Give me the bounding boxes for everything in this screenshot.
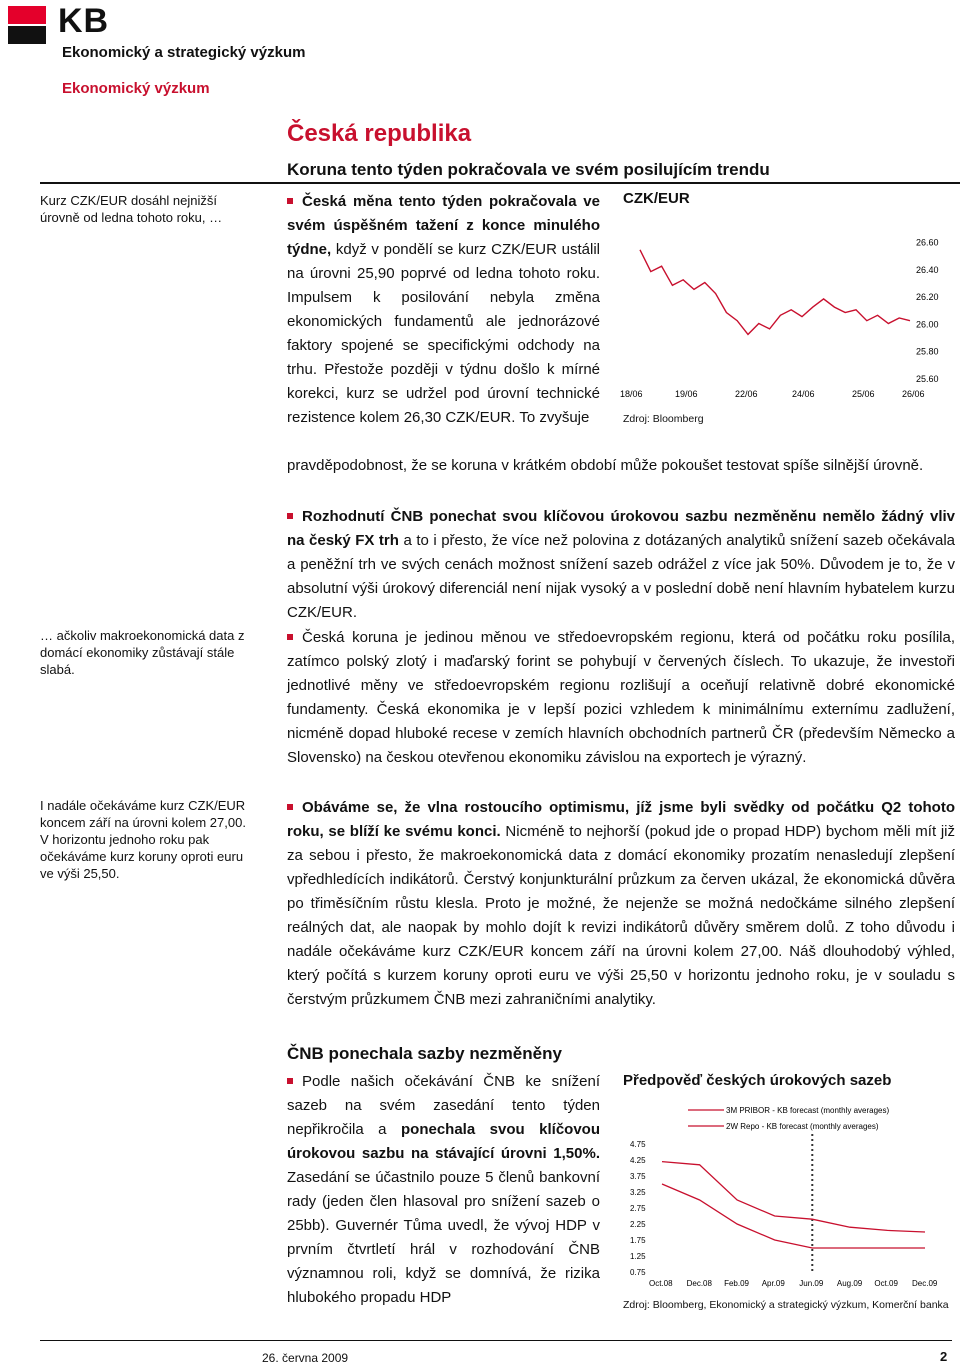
paragraph-2: Rozhodnutí ČNB ponechat svou klíčovou úrokovou sazbu nezměněnu nemělo žádný vliv na český FX trh a to i přesto, že více než polovina z dotázaných analytiků snížení sazeb očekávala a peněžní trh ve svých cenách možnost snížení sazeb odrážel z více jak 50%. Důvodem je to, že v absolutní výši úrokový diferenciál není nijak vysoký a v poslední době není hlavním hybatelem kurzu CZK/EUR. [287,508,955,621]
bullet-icon [287,1078,293,1084]
czk-eur-xtick: 19/06 [675,389,698,399]
sidenote-1: Kurz CZK/EUR dosáhl nejnižší úrovně od ledna tohoto roku, … [40,193,223,225]
rates-xtick: Feb.09 [724,1279,750,1288]
footer-rule [40,1340,952,1341]
czk-eur-chart [620,214,955,400]
czk-eur-xtick: 22/06 [735,389,758,399]
paragraph-5: Podle našich očekávání ČNB ke snížení sazeb na svém zasedání tento týden nepřikročila a ponechala svou klíčovou úrokovou sazbu na stávající úrovni 1,50%. Zasedání se účastnilo pouze 5 členů bankovní rady (jeden člen hlasoval pro snížení sazeb o 25bb). Guvernér Tůma uvedl, že vývoj HDP v prvním čtvrtletí hrál v rozhodování ČNB významnou roli, když se domnívá, že rizika hlubokého propadu HDP [287,1073,600,1306]
sidenote-2: … ačkoliv makroekonomická data z domácí ekonomiky zůstávají stále slabá. [40,628,245,677]
paragraph-1b: pravděpodobnost, že se koruna v krátkém období může pokoušet testovat spíše silnější úrovně. [287,457,924,474]
rates-chart [620,1096,955,1292]
kb-logo-text: KB [58,2,110,40]
rates-series-line [662,1162,925,1232]
rates-ytick: 3.25 [630,1188,646,1197]
rates-xtick: Dec.09 [912,1279,938,1288]
rates-ytick: 1.75 [630,1236,646,1245]
department-title: Ekonomický a strategický výzkum [62,44,306,61]
footer-date: 26. června 2009 [262,1351,349,1365]
rates-ytick: 1.25 [630,1252,646,1261]
page-title: Česká republika [287,120,472,147]
rates-xtick: Aug.09 [836,1279,863,1288]
rates-ytick: 2.75 [630,1204,646,1213]
rates-chart-source: Zdroj: Bloomberg, Ekonomický a strategický výzkum, Komerční banka [623,1299,949,1311]
bullet-icon [287,198,293,204]
rates-xtick: Oct.09 [874,1279,898,1288]
section-title-cnb: ČNB ponechala sazby nezměněny [287,1044,562,1063]
czk-eur-chart-title: CZK/EUR [623,190,690,207]
rates-xtick: Dec.08 [686,1279,712,1288]
paragraph-4: Obáváme se, že vlna rostoucího optimismu, jíž jsme byli svědky od počátku Q2 tohoto roku, se blíží ke svému konci. Nicméně to nejhorší (pokud jde o propad HDP) bychom měli mít již za sebou i přesto, že makroekonomická data z domácí ekonomiky prozatím nenasledují zlepšení vpředhledících indikátorů. Čerstvý konjunkturální průzkum za červen ukázal, že ekonomická důvěra po třiměsíčním růstu klesla. Proto je možné, že nejenže se možná nedočkáme silného zlepšení reálných dat, ale naopak by mohlo dojít k revizi indikátorů důvěry směrem dolů. Z toho důvodu i nadále očekáváme kurz CZK/EUR koncem září na úrovni kolem 27,00. Náš dlouhodobý výhled, který počítá s kurzem koruny oproti euru ve výši 25,50 v horizontu jednoho roku, je v souladu s čerstvým průzkumem ČNB mezi zahraničními analytiky. [287,799,956,1008]
rates-chart-title: Předpověď českých úrokových sazeb [623,1072,892,1089]
kb-logo-mark [8,6,46,44]
czk-eur-ytick: 26.20 [916,292,939,303]
rates-ytick: 2.25 [630,1220,646,1229]
czk-eur-xtick: 26/06 [902,389,925,399]
page-subtitle: Koruna tento týden pokračovala ve svém posilujícím trendu [287,160,770,179]
czk-eur-xtick: 25/06 [852,389,875,399]
sidenote-3: I nadále očekáváme kurz CZK/EUR koncem září na úrovni kolem 27,00. V horizontu jednoho roku pak očekáváme kurz koruny oproti euru ve výši 25,50. [40,798,246,881]
bullet-icon [287,513,293,519]
czk-eur-ytick: 25.80 [916,346,939,357]
legend-label: 2W Repo - KB forecast (monthly averages) [726,1122,879,1131]
czk-eur-ytick: 26.60 [916,237,939,248]
czk-eur-chart-source: Zdroj: Bloomberg [623,413,704,425]
rates-ytick: 3.75 [630,1172,646,1181]
bullet-icon [287,804,293,810]
rates-ytick: 4.25 [630,1156,646,1165]
paragraph-1a: Česká měna tento týden pokračovala ve svém úspěšném tažení z konce minulého týdne, když v pondělí se kurz CZK/EUR ustálil na úrovni 25,90 poprvé od ledna tohoto roku. Impulsem k posilování nebyla změna ekonomických fundamentů ale jednorázové faktory spojené se specifickými odchody na trhu. Přestože později v týdnu došlo k mírné korekci, kurz se udržel pod úrovní technické rezistence kolem 26,30 CZK/EUR. To zvyšuje [287,193,600,426]
rates-xtick: Apr.09 [761,1279,785,1288]
rates-series-line [662,1184,925,1248]
page-number: 2 [940,1349,948,1364]
legend-label: 3M PRIBOR - KB forecast (monthly averages) [726,1106,890,1115]
paragraph-3: Česká koruna je jedinou měnou ve středoevropském regionu, která od počátku roku posílila, zatímco polský zlotý i maďarský forint se pohybují v červených číslech. To ukazuje, že investoři jednotlivé měny ve středoevropském regionu rozlišují a oceňují relativně dobré ekonomické fundamenty. Česká ekonomika je v lepší pozici vzhledem k minimálnímu externímu zadlužení, nicméně dopad hluboké recese v zemích hlavních obchodních partnerů ČR (především Německo a Slovensko) na českou otevřenou ekonomiku závislou na exportech je výrazný. [287,629,955,766]
bullet-icon [287,634,293,640]
subdepartment-title: Ekonomický výzkum [62,80,210,97]
czk-eur-ytick: 26.40 [916,264,939,275]
rates-xtick: Oct.08 [649,1279,673,1288]
czk-eur-xtick: 18/06 [620,389,643,399]
czk-eur-series-line [640,250,910,335]
rates-ytick: 0.75 [630,1268,646,1277]
czk-eur-ytick: 26.00 [916,319,939,330]
czk-eur-xtick: 24/06 [792,389,815,399]
rates-ytick: 4.75 [630,1140,646,1149]
czk-eur-ytick: 25.60 [916,374,939,384]
rates-xtick: Jun.09 [799,1279,824,1288]
header-rule [40,182,960,184]
